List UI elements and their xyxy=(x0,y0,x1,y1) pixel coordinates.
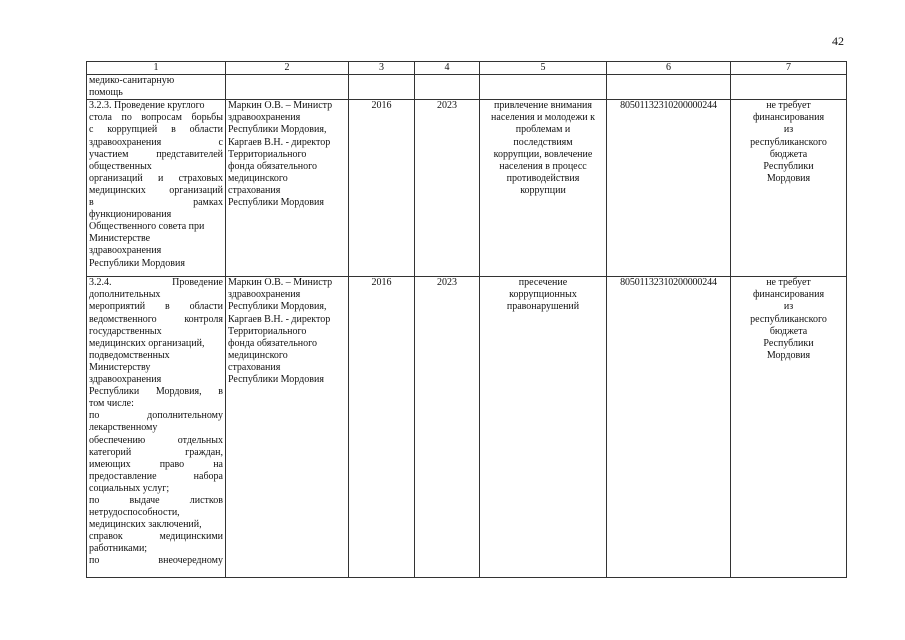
expected-result-cell xyxy=(480,100,607,277)
text-line: Маркин О.В. – Министр xyxy=(228,277,333,289)
start-year-cell: 2016 xyxy=(349,100,415,277)
text-line: противодействия xyxy=(506,172,580,184)
empty-cell xyxy=(415,75,480,100)
column-number: 7 xyxy=(731,62,847,75)
text-line: с коррупцией в области xyxy=(89,124,223,136)
financing-cell xyxy=(731,100,847,277)
column-number: 5 xyxy=(480,62,607,75)
text-line: медицинских заключений, xyxy=(89,519,202,531)
text-line: том числе: xyxy=(89,398,134,410)
column-number: 2 xyxy=(226,62,349,75)
empty-cell xyxy=(607,75,731,100)
text-line: Мордовия xyxy=(766,349,811,361)
empty-cell xyxy=(731,75,847,100)
column-number: 6 xyxy=(607,62,731,75)
text-line: коррупции xyxy=(520,184,566,196)
text-line: бюджета xyxy=(769,148,808,160)
text-line: страхования xyxy=(228,361,281,373)
text-line: здравоохранения xyxy=(89,245,162,257)
text-line: республиканского xyxy=(750,136,827,148)
end-year-cell: 2023 xyxy=(415,277,480,578)
text-line: Республики Мордовия, в xyxy=(89,386,223,398)
responsible-cell xyxy=(226,277,349,578)
text-line: Республики Мордовия, xyxy=(228,301,327,313)
text-line: дополнительных xyxy=(89,289,161,301)
end-year-cell: 2023 xyxy=(415,100,480,277)
text-line: Республики xyxy=(763,160,814,172)
empty-cell xyxy=(480,75,607,100)
text-line: населения в процесс xyxy=(499,160,587,172)
text-line: по дополнительному xyxy=(89,410,223,422)
text-line: Республики Мордовия xyxy=(228,197,324,209)
text-line: финансирования xyxy=(752,289,825,301)
text-line: по выдаче листков xyxy=(89,494,223,506)
text-line: справок медицинскими xyxy=(89,531,223,543)
text-line: обеспечению отдельных xyxy=(89,434,223,446)
text-line: финансирования xyxy=(752,112,825,124)
text-line: в рамках xyxy=(89,197,223,209)
expected-result-cell xyxy=(480,277,607,578)
text-line: проблемам и xyxy=(515,124,571,136)
text-line: нетрудоспособности, xyxy=(89,507,180,519)
text-line: мероприятий в области xyxy=(89,301,223,313)
page-number: 42 xyxy=(832,34,844,48)
measure-cell xyxy=(87,75,226,100)
column-number: 4 xyxy=(415,62,480,75)
table-row xyxy=(87,277,847,578)
text-line: Маркин О.В. – Министр xyxy=(228,100,333,112)
budget-code-cell: 80501132310200000244 xyxy=(607,277,731,578)
text-line: здравоохранения xyxy=(89,374,162,386)
text-line: медицинского xyxy=(228,172,288,184)
continuation-row xyxy=(87,75,847,100)
text-line: последствиям xyxy=(513,136,573,148)
column-number: 3 xyxy=(349,62,415,75)
text-line: фонда обязательного xyxy=(228,160,317,172)
text-line: работниками; xyxy=(89,543,148,555)
text-line: населения и молодежи к xyxy=(491,112,595,124)
text-line: фонда обязательного xyxy=(228,337,317,349)
text-line: ведомственного контроля xyxy=(89,313,223,325)
text-line: Министерстве xyxy=(89,233,151,245)
text-line: социальных услуг; xyxy=(89,482,170,494)
text-line: медико-санитарную xyxy=(89,75,175,87)
text-line: правонарушений xyxy=(506,301,580,313)
text-line: Каргаев В.Н. - директор xyxy=(228,313,331,325)
text-line: участием представителей xyxy=(89,148,223,160)
text-line: здравоохранения xyxy=(228,112,301,124)
text-line: из xyxy=(783,124,794,136)
text-line: страхования xyxy=(228,184,281,196)
empty-cell xyxy=(349,75,415,100)
text-line: помощь xyxy=(89,87,123,99)
text-line: Общественного совета при xyxy=(89,221,205,233)
measures-table xyxy=(86,61,847,578)
text-line: медицинских организаций xyxy=(89,184,223,196)
text-line: имеющих право на xyxy=(89,458,223,470)
text-line: 3.2.3. Проведение круглого xyxy=(89,100,205,112)
measure-cell xyxy=(87,277,226,578)
text-line: лекарственному xyxy=(89,422,158,434)
text-line: государственных xyxy=(89,325,162,337)
text-line: здравоохранения с xyxy=(89,136,223,148)
text-line: функционирования xyxy=(89,209,172,221)
text-line: стола по вопросам борьбы xyxy=(89,112,223,124)
text-line: привлечение внимания xyxy=(493,100,592,112)
text-line: 3.2.4. Проведение xyxy=(89,277,223,289)
text-line: пресечение xyxy=(518,277,568,289)
text-line: подведомственных xyxy=(89,349,170,361)
measure-cell xyxy=(87,100,226,277)
text-line: Министерству xyxy=(89,361,151,373)
start-year-cell: 2016 xyxy=(349,277,415,578)
financing-cell xyxy=(731,277,847,578)
text-line: Республики xyxy=(763,337,814,349)
text-line: коррупционных xyxy=(509,289,577,301)
text-line: Территориального xyxy=(228,325,307,337)
text-line: Республики Мордовия, xyxy=(228,124,327,136)
column-number: 1 xyxy=(87,62,226,75)
column-number-row xyxy=(87,62,847,75)
responsible-cell xyxy=(226,100,349,277)
text-line: Территориального xyxy=(228,148,307,160)
text-line: общественных xyxy=(89,160,152,172)
empty-cell xyxy=(226,75,349,100)
text-line: бюджета xyxy=(769,325,808,337)
text-line: здравоохранения xyxy=(228,289,301,301)
text-line: Республики Мордовия xyxy=(228,374,324,386)
text-line: категорий граждан, xyxy=(89,446,223,458)
text-line: медицинских организаций, xyxy=(89,337,205,349)
text-line: из xyxy=(783,301,794,313)
budget-code-cell: 80501132310200000244 xyxy=(607,100,731,277)
text-line: Республики Мордовия xyxy=(89,257,185,269)
text-line: коррупции, вовлечение xyxy=(493,148,593,160)
text-line: не требует xyxy=(766,100,811,112)
text-line: республиканского xyxy=(750,313,827,325)
text-line: Мордовия xyxy=(766,172,811,184)
text-line: предоставление набора xyxy=(89,470,223,482)
table-row xyxy=(87,100,847,277)
text-line: Каргаев В.Н. - директор xyxy=(228,136,331,148)
text-line: по внеочередному xyxy=(89,555,223,567)
text-line: организаций и страховых xyxy=(89,172,223,184)
text-line: не требует xyxy=(766,277,811,289)
text-line: медицинского xyxy=(228,349,288,361)
